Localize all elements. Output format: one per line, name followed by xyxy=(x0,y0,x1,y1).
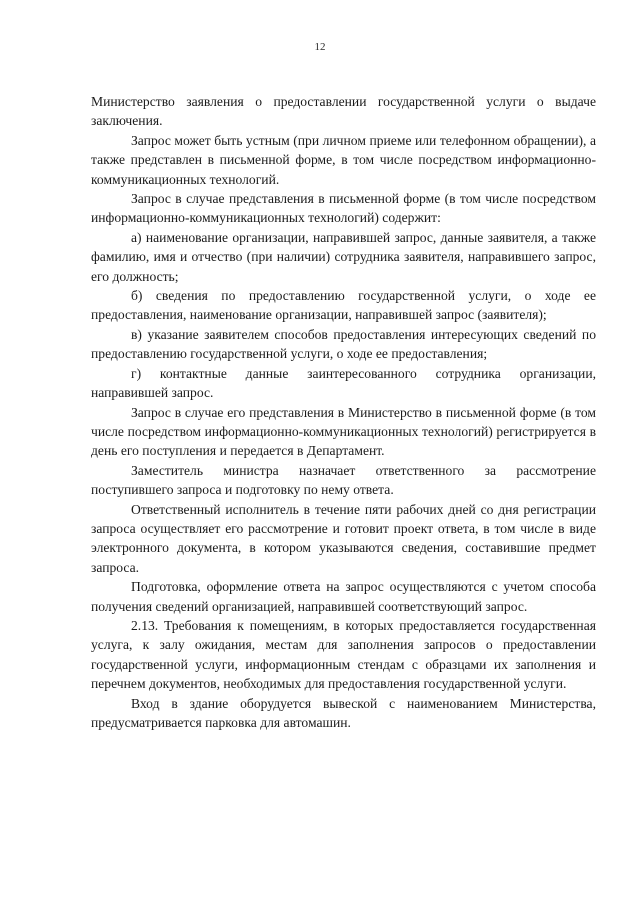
list-item-a: а) наименование организации, направившей запрос, данные заявителя, а также фамилию, имя и отчество (при наличии) сотрудника заявителя, направившего запрос, его должность; xyxy=(91,229,596,284)
paragraph-request-forms: Запрос может быть устным (при личном приеме или телефонном обращении), а также представлен в письменной форме, в том числе посредством информационно-коммуникационных технологий. xyxy=(91,132,596,187)
page-number: 12 xyxy=(314,41,326,53)
paragraph-continuation: Министерство заявления о предоставлении государственной услуги о выдаче заключения. xyxy=(91,94,596,129)
paragraph-written-request-contents: Запрос в случае представления в письменной форме (в том числе посредством информационно-коммуникационных технологий) содержит: xyxy=(91,191,596,226)
section-2-13: 2.13. Требования к помещениям, в которых предоставляется государственная услуга, к залу ожидания, местам для заполнения запросов о предоставлении государственной услуги, информационным стендам с образцами их заполнения и перечнем документов, необходимых для предоставления государственной услуги. xyxy=(91,617,596,692)
paragraph-responsible-executor: Ответственный исполнитель в течение пяти рабочих дней со дня регистрации запроса осуществляет его рассмотрение и готовит проект ответа, в том числе в виде электронного документа, в котором указываются сведения, составившие предмет запроса. xyxy=(91,501,596,575)
paragraph-deputy-minister: Заместитель министра назначает ответственного за рассмотрение поступившего запроса и подготовку по нему ответа. xyxy=(91,462,596,498)
list-item-v: в) указание заявителем способов предоставления интересующих сведений по предоставлению государственной услуги, о ходе ее предоставления; xyxy=(91,326,596,362)
paragraph-answer-preparation: Подготовка, оформление ответа на запрос осуществляются с учетом способа получения сведений организацией, направившей соответствующий запрос. xyxy=(91,579,596,614)
list-item-g: г) контактные данные заинтересованного сотрудника организации, направившей запрос. xyxy=(91,365,596,401)
document-body xyxy=(91,92,596,732)
paragraph-registration: Запрос в случае его представления в Министерство в письменной форме (в том числе посредством информационно-коммуникационных технологий) регистрируется в день его поступления и передается в Департамент. xyxy=(91,404,596,459)
paragraph-building-entrance: Вход в здание оборудуется вывеской с наименованием Министерства, предусматривается парковка для автомашин. xyxy=(91,695,596,730)
list-item-b: б) сведения по предоставлению государственной услуги, о ходе ее предоставления, наименование организации, направившей запрос (заявителя); xyxy=(91,288,596,323)
